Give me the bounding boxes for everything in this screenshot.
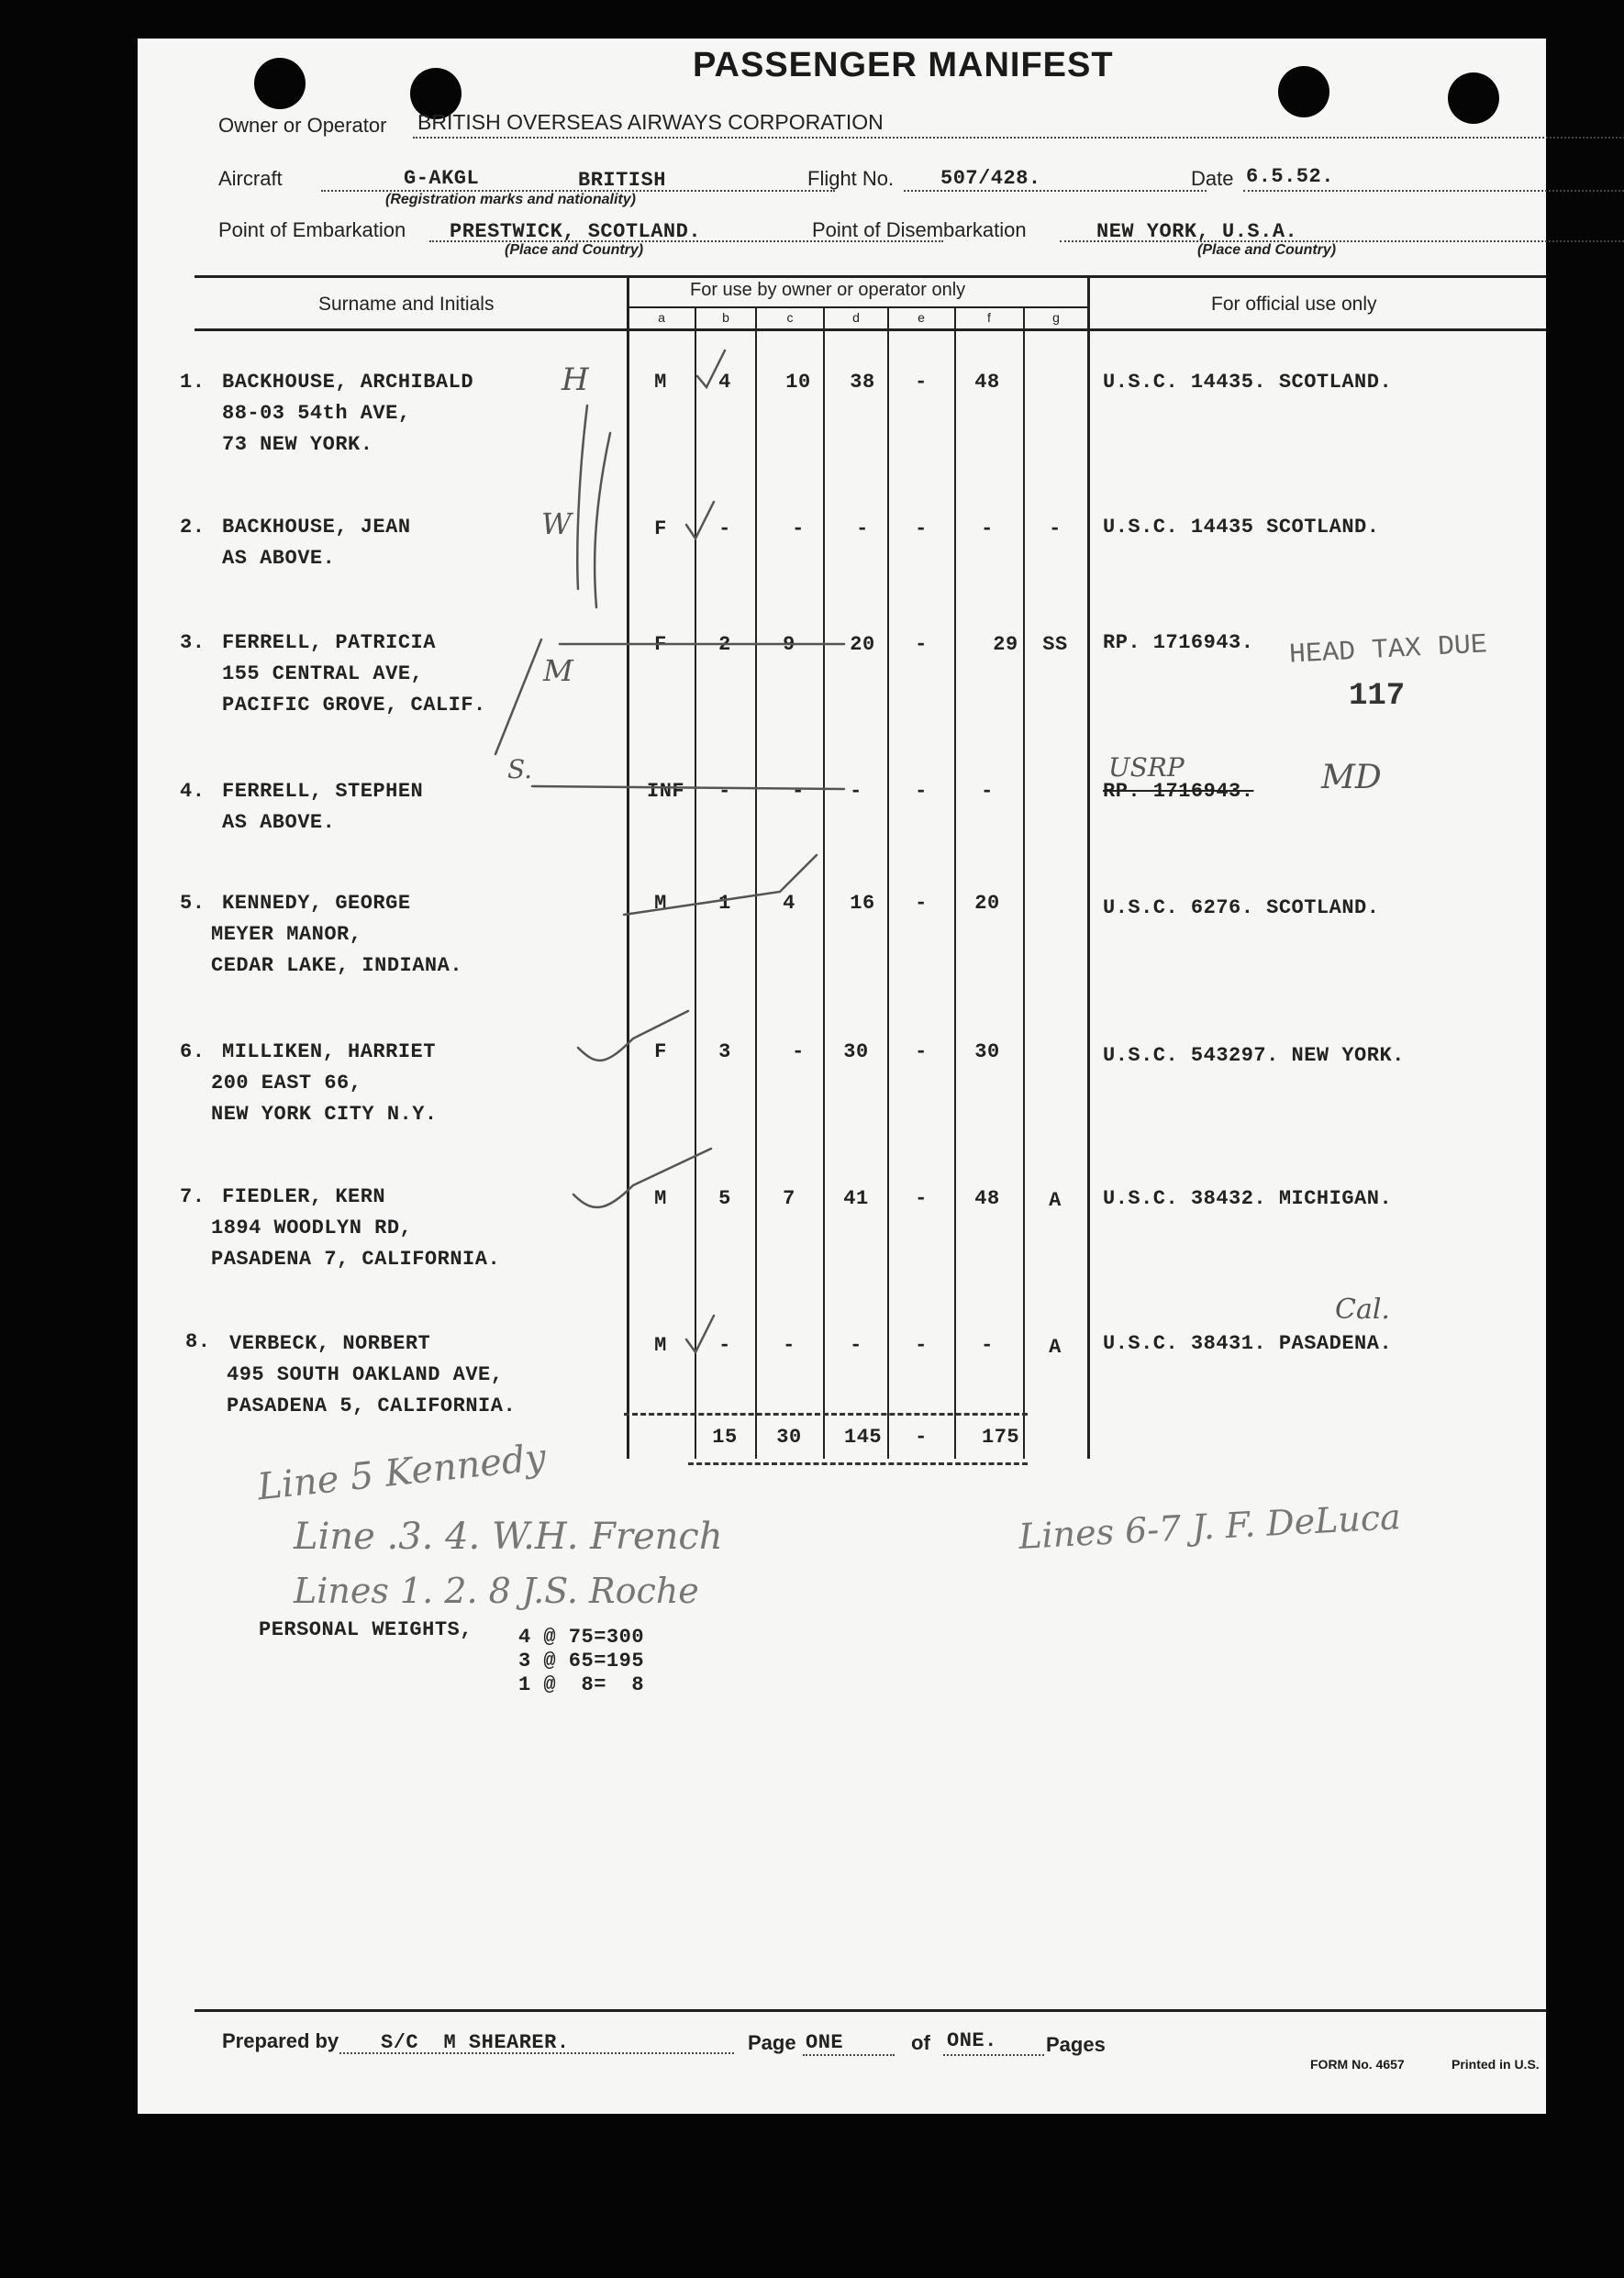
cell-d: - bbox=[850, 1334, 862, 1357]
official-entry: RP. 1716943. bbox=[1103, 780, 1254, 803]
cell-e: - bbox=[915, 1040, 928, 1063]
weight-line: 1 @ 8= 8 bbox=[518, 1673, 645, 1696]
cell-g: SS bbox=[1042, 633, 1068, 656]
of-value: ONE. bbox=[947, 2029, 997, 2052]
check-mark bbox=[573, 1149, 711, 1207]
cell-c: - bbox=[783, 1334, 795, 1357]
prepared-label: Prepared by bbox=[222, 2029, 339, 2052]
manifest-sheet bbox=[138, 39, 1546, 2114]
cell-e: - bbox=[915, 1187, 928, 1210]
passenger-name: FERRELL, STEPHEN bbox=[222, 780, 424, 803]
handwritten-md: MD bbox=[1321, 759, 1382, 796]
personal-weights-label: PERSONAL WEIGHTS, bbox=[259, 1618, 473, 1641]
cell-a: INF bbox=[647, 780, 685, 803]
column-letter-f: f bbox=[987, 310, 991, 325]
cell-f: 48 bbox=[974, 371, 1000, 394]
cell-d: 38 bbox=[850, 371, 875, 394]
passenger-name: BACKHOUSE, JEAN bbox=[222, 516, 411, 539]
passenger-address: CEDAR LAKE, INDIANA. bbox=[211, 954, 463, 977]
cell-b: 3 bbox=[718, 1040, 731, 1063]
of-label: of bbox=[911, 2031, 930, 2054]
cell-f: 48 bbox=[974, 1187, 1000, 1210]
cell-d: 41 bbox=[843, 1187, 869, 1210]
disembarkation-note: (Place and Country) bbox=[1197, 242, 1337, 258]
aircraft-nationality: BRITISH bbox=[578, 169, 666, 192]
handwritten-m: M bbox=[543, 653, 573, 688]
passenger-address: 495 SOUTH OAKLAND AVE, bbox=[227, 1363, 504, 1386]
cell-a: M bbox=[654, 1187, 667, 1210]
of-underline bbox=[943, 2054, 1044, 2056]
passenger-name: MILLIKEN, HARRIET bbox=[222, 1040, 436, 1063]
disembarkation-label: Point of Disembarkation bbox=[812, 218, 1027, 241]
passenger-address: 200 EAST 66, bbox=[211, 1072, 362, 1095]
form-number: FORM No. 4657 bbox=[1310, 2057, 1405, 2072]
row-number: 6. bbox=[180, 1040, 206, 1063]
passenger-address: 1894 WOODLYN RD, bbox=[211, 1217, 413, 1239]
page-label: Page bbox=[748, 2031, 796, 2054]
cell-c: 10 bbox=[785, 371, 811, 394]
flight-value: 507/428. bbox=[940, 167, 1041, 190]
owner-value: BRITISH OVERSEAS AIRWAYS CORPORATION bbox=[417, 110, 884, 134]
date-label: Date bbox=[1191, 167, 1234, 190]
signature-line-3: Lines 1. 2. 8 J.S. Roche bbox=[294, 1571, 699, 1611]
official-entry: U.S.C. 6276. SCOTLAND. bbox=[1103, 896, 1380, 919]
cell-c: - bbox=[792, 780, 805, 803]
head-tax-stamp: HEAD TAX DUE bbox=[1288, 629, 1488, 672]
embarkation-label: Point of Embarkation bbox=[218, 218, 406, 241]
cell-b: 1 bbox=[718, 892, 731, 915]
signature-line-1: Line 5 Kennedy bbox=[255, 1436, 549, 1509]
vertical-bracket bbox=[577, 406, 587, 589]
cell-e: - bbox=[915, 1334, 928, 1357]
cell-f: 29 bbox=[993, 633, 1018, 656]
cell-a: F bbox=[654, 517, 667, 540]
official-entry: U.S.C. 14435. SCOTLAND. bbox=[1103, 371, 1393, 394]
passenger-address: MEYER MANOR, bbox=[211, 923, 362, 946]
printed-in: Printed in U.S. bbox=[1452, 2057, 1540, 2072]
cell-b: 4 bbox=[718, 371, 731, 394]
strike-line bbox=[532, 786, 844, 789]
page-title: PASSENGER MANIFEST bbox=[693, 46, 1114, 84]
cell-a: M bbox=[654, 1334, 667, 1357]
official-entry: U.S.C. 543297. NEW YORK. bbox=[1103, 1044, 1405, 1067]
cell-c: - bbox=[792, 1040, 805, 1063]
cell-e: - bbox=[915, 892, 928, 915]
footer-rule bbox=[195, 2009, 1546, 2012]
cell-c: 7 bbox=[783, 1187, 795, 1210]
handwritten-marks bbox=[138, 39, 1546, 1690]
passenger-address: AS ABOVE. bbox=[222, 547, 336, 570]
passenger-name: BACKHOUSE, ARCHIBALD bbox=[222, 371, 474, 394]
cell-c: - bbox=[792, 517, 805, 540]
row-number: 8. bbox=[185, 1330, 211, 1353]
cell-a: M bbox=[654, 371, 667, 394]
cell-a: M bbox=[654, 892, 667, 915]
cell-f: 20 bbox=[974, 892, 1000, 915]
head-tax-amount: 117 bbox=[1349, 679, 1406, 714]
passenger-address: AS ABOVE. bbox=[222, 811, 336, 834]
signature-line-4: Lines 6-7 J. F. DeLuca bbox=[1018, 1496, 1402, 1557]
check-mark bbox=[686, 502, 714, 539]
row-number: 3. bbox=[180, 631, 206, 654]
handwritten-w: W bbox=[541, 506, 572, 541]
cell-g: - bbox=[1049, 517, 1062, 540]
column-letter-b: b bbox=[722, 310, 729, 325]
row-number: 1. bbox=[180, 371, 206, 394]
check-mark bbox=[697, 350, 725, 387]
passenger-address: PACIFIC GROVE, CALIF. bbox=[222, 694, 486, 717]
owner-label: Owner or Operator bbox=[218, 114, 387, 137]
column-header-official: For official use only bbox=[1211, 294, 1377, 315]
cell-c: 9 bbox=[783, 633, 795, 656]
passenger-address: PASADENA 7, CALIFORNIA. bbox=[211, 1248, 501, 1271]
cell-f: - bbox=[981, 1334, 994, 1357]
passenger-address: PASADENA 5, CALIFORNIA. bbox=[227, 1395, 517, 1417]
bracket-mark bbox=[495, 639, 541, 754]
weight-line: 4 @ 75=300 bbox=[518, 1626, 645, 1649]
aircraft-note: (Registration marks and nationality) bbox=[385, 192, 636, 207]
page-underline bbox=[803, 2054, 895, 2056]
date-value: 6.5.52. bbox=[1246, 165, 1334, 188]
check-mark bbox=[686, 1316, 714, 1352]
official-entry: U.S.C. 38432. MICHIGAN. bbox=[1103, 1187, 1393, 1210]
cell-f: - bbox=[981, 517, 994, 540]
pages-label: Pages bbox=[1046, 2033, 1106, 2056]
total-b: 15 bbox=[712, 1426, 738, 1449]
passenger-address: 73 NEW YORK. bbox=[222, 433, 373, 456]
row-number: 2. bbox=[180, 516, 206, 539]
official-entry: U.S.C. 38431. PASADENA. bbox=[1103, 1332, 1393, 1355]
handwritten-s: S. bbox=[507, 754, 533, 784]
cell-g: A bbox=[1049, 1189, 1062, 1212]
cell-f: - bbox=[981, 780, 994, 803]
cell-a: F bbox=[654, 1040, 667, 1063]
embarkation-note: (Place and Country) bbox=[505, 242, 644, 258]
page-value: ONE bbox=[806, 2031, 844, 2054]
cell-b: 5 bbox=[718, 1187, 731, 1210]
check-mark bbox=[624, 855, 817, 915]
row-number: 4. bbox=[180, 780, 206, 803]
official-entry: RP. 1716943. bbox=[1103, 631, 1254, 654]
official-entry: U.S.C. 14435 SCOTLAND. bbox=[1103, 516, 1380, 539]
cell-g: A bbox=[1049, 1336, 1062, 1359]
cell-e: - bbox=[915, 517, 928, 540]
total-d: 145 bbox=[844, 1426, 883, 1449]
embarkation-value: PRESTWICK, SCOTLAND. bbox=[450, 220, 702, 243]
cell-b: - bbox=[718, 1334, 731, 1357]
passenger-address: 88-03 54th AVE, bbox=[222, 402, 411, 425]
aircraft-label: Aircraft bbox=[218, 167, 283, 190]
passenger-address: NEW YORK CITY N.Y. bbox=[211, 1103, 438, 1126]
cell-b: - bbox=[718, 517, 731, 540]
handwritten-h: H bbox=[562, 361, 589, 398]
cell-d: 16 bbox=[850, 892, 875, 915]
weight-line: 3 @ 65=195 bbox=[518, 1650, 645, 1672]
passenger-address: 155 CENTRAL AVE, bbox=[222, 662, 424, 685]
aircraft-registration: G-AKGL bbox=[404, 167, 480, 190]
total-e: - bbox=[915, 1426, 928, 1449]
cell-f: 30 bbox=[974, 1040, 1000, 1063]
vertical-bracket bbox=[595, 433, 610, 607]
passenger-name: VERBECK, NORBERT bbox=[229, 1332, 431, 1355]
cell-e: - bbox=[915, 371, 928, 394]
column-letter-e: e bbox=[918, 310, 925, 325]
cell-b: - bbox=[718, 780, 731, 803]
prepared-value: S/C M SHEARER. bbox=[381, 2031, 570, 2054]
passenger-name: KENNEDY, GEORGE bbox=[222, 892, 411, 915]
cell-d: 30 bbox=[843, 1040, 869, 1063]
total-f: 175 bbox=[982, 1426, 1020, 1449]
handwritten-usrp: USRP bbox=[1108, 752, 1185, 783]
column-letter-d: d bbox=[852, 310, 860, 325]
column-header-owner-use: For use by owner or operator only bbox=[690, 280, 966, 300]
cell-d: 20 bbox=[850, 633, 875, 656]
column-header-surname: Surname and Initials bbox=[318, 294, 495, 315]
cell-c: 4 bbox=[783, 892, 795, 915]
column-letter-a: a bbox=[658, 310, 665, 325]
row-number: 5. bbox=[180, 892, 206, 915]
flight-label: Flight No. bbox=[807, 167, 895, 190]
disembarkation-value: NEW YORK, U.S.A. bbox=[1096, 220, 1298, 243]
cell-e: - bbox=[915, 633, 928, 656]
cell-d: - bbox=[856, 517, 869, 540]
column-letter-g: g bbox=[1052, 310, 1060, 325]
signature-line-2: Line .3. 4. W.H. French bbox=[294, 1516, 723, 1558]
cell-d: - bbox=[850, 780, 862, 803]
passenger-name: FERRELL, PATRICIA bbox=[222, 631, 436, 654]
cell-a: F bbox=[654, 633, 667, 656]
total-c: 30 bbox=[776, 1426, 802, 1449]
cell-e: - bbox=[915, 780, 928, 803]
column-letter-c: c bbox=[786, 310, 794, 325]
cell-b: 2 bbox=[718, 633, 731, 656]
row-number: 7. bbox=[180, 1185, 206, 1208]
handwritten-cal: Cal. bbox=[1335, 1294, 1390, 1326]
check-mark bbox=[578, 1011, 688, 1061]
passenger-name: FIEDLER, KERN bbox=[222, 1185, 386, 1208]
